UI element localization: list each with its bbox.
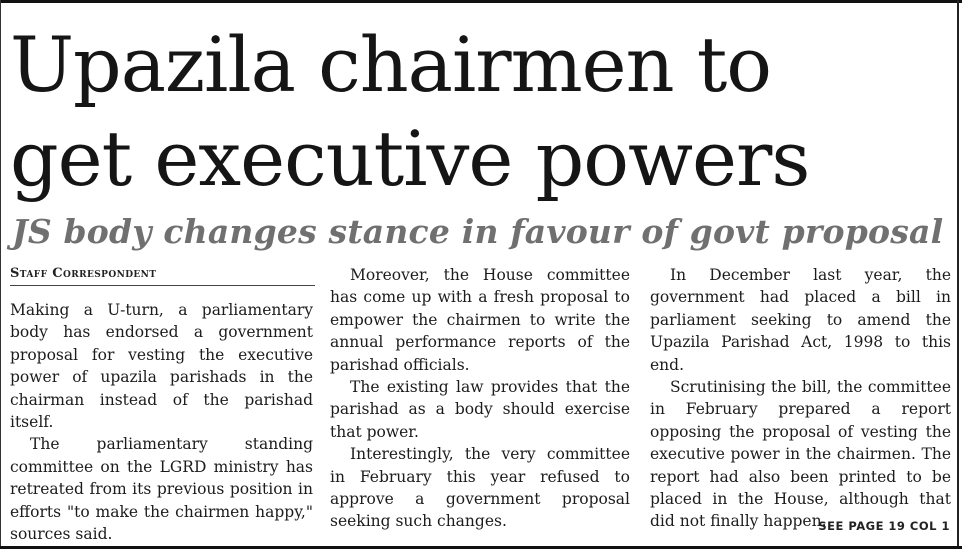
headline-line-2: get executive powers bbox=[10, 114, 810, 203]
top-rule bbox=[0, 0, 962, 3]
paragraph: Scrutinising the bill, the committee in February prepared a report opposing the proposal of vesting the executive power in the chairmen. The report had also been printed to be placed in the House, although that did not finally happen. bbox=[650, 378, 951, 531]
article-column-3 bbox=[650, 264, 951, 533]
byline-text: Staff Correspondent bbox=[10, 266, 157, 281]
paragraph: The existing law provides that the parishad as a body should exercise that power. bbox=[330, 378, 630, 441]
headline bbox=[10, 18, 950, 206]
continuation-note: SEE PAGE 19 COL 1 bbox=[818, 519, 950, 533]
subheadline: JS body changes stance in favour of govt proposal bbox=[12, 212, 944, 251]
paragraph: Making a U-turn, a parliamentary body has endorsed a government proposal for vesting the executive power of upazila parishads in the chairman instead of the parishad itself. bbox=[10, 301, 313, 432]
article-column-2 bbox=[330, 264, 630, 533]
paragraph: Moreover, the House committee has come up with a fresh proposal to empower the chairmen to write the annual performance reports of the parishad officials. bbox=[330, 266, 630, 374]
left-rule bbox=[0, 0, 1, 549]
paragraph: In December last year, the government had placed a bill in parliament seeking to amend the Upazila Parishad Act, 1998 to this end. bbox=[650, 266, 951, 374]
article-column-1 bbox=[10, 299, 313, 545]
paragraph: The parliamentary standing committee on the LGRD ministry has retreated from its previous position in efforts "to make the chairmen happy," sources said. bbox=[10, 435, 313, 544]
byline bbox=[10, 266, 315, 286]
paragraph: Interestingly, the very committee in February this year refused to approve a government proposal seeking such changes. bbox=[330, 445, 630, 531]
headline-line-1: Upazila chairmen to bbox=[10, 20, 772, 109]
right-rule bbox=[957, 0, 959, 549]
